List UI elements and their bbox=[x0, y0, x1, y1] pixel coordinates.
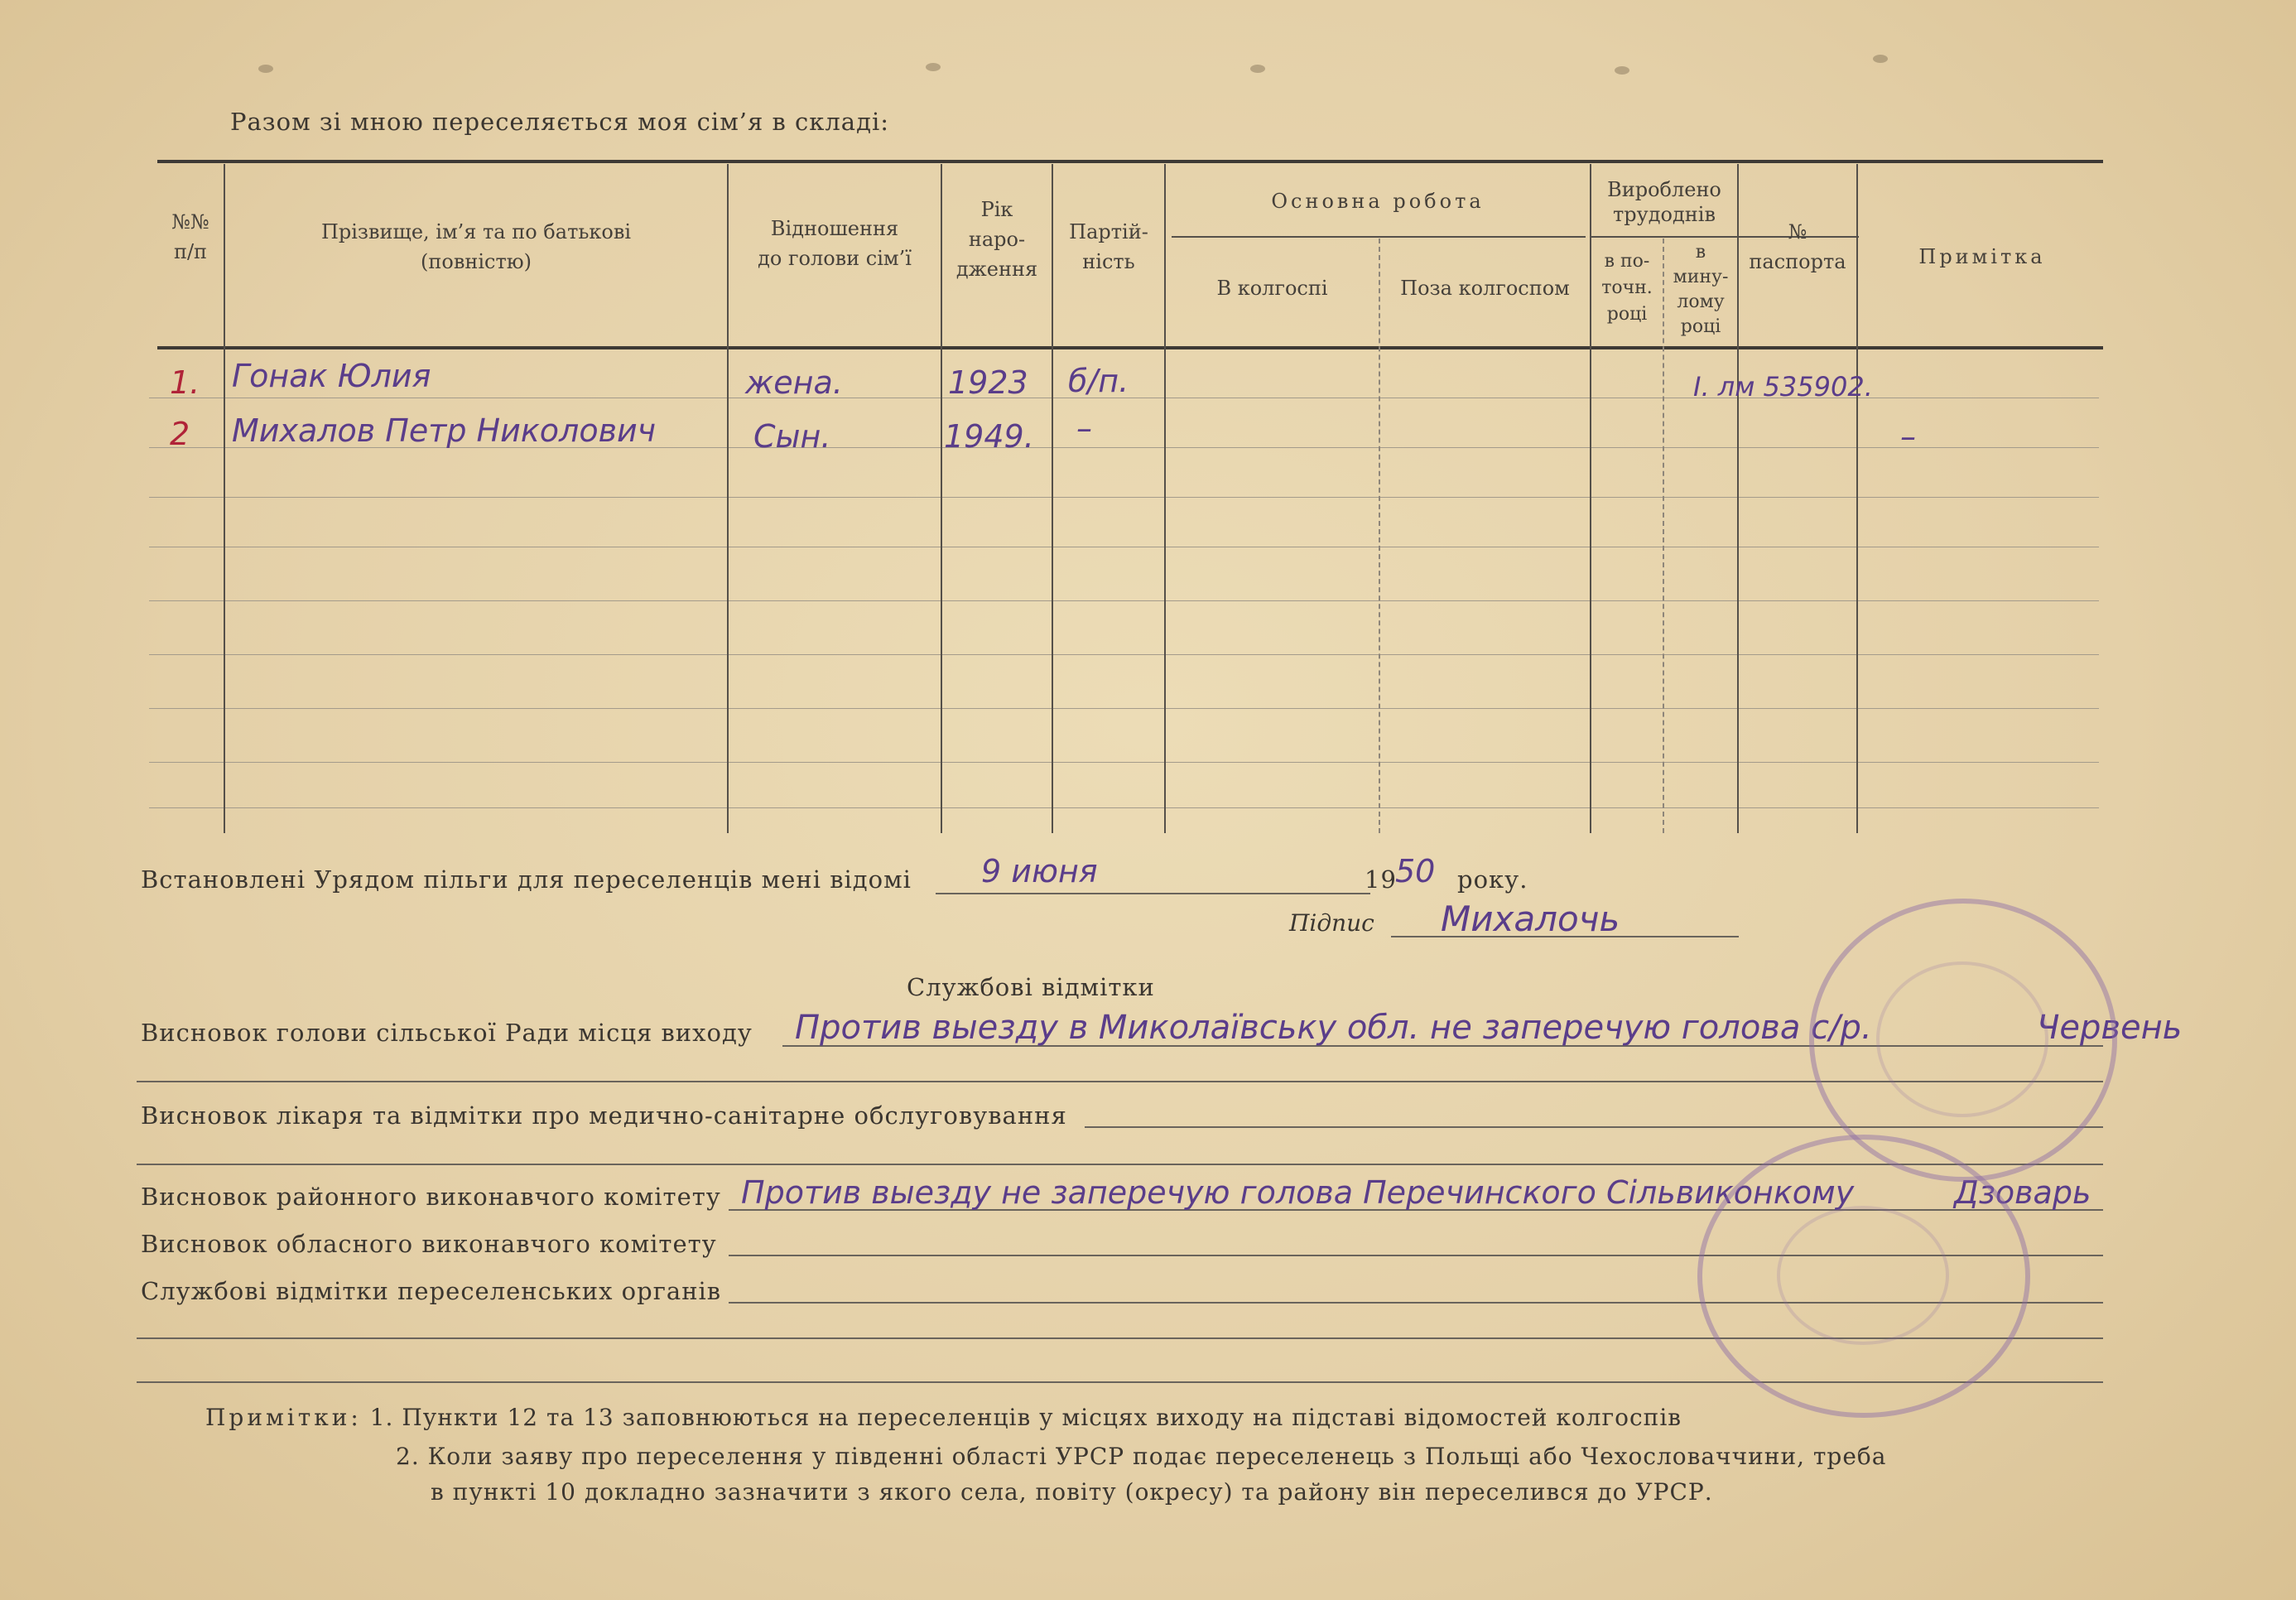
official-stamp-seal bbox=[1697, 1135, 2030, 1418]
header-party: Партій- ність bbox=[1069, 220, 1148, 273]
row2-relation: Сын. bbox=[753, 418, 831, 455]
oblast-committee-label: Висновок обласного виконавчого комітету bbox=[141, 1230, 717, 1258]
header-birth-year: Рік наро- дження bbox=[955, 198, 1038, 281]
header-trud-previous: в мину- лому році bbox=[1673, 242, 1729, 337]
header-num: №№ п/п bbox=[171, 210, 209, 263]
notes-prefix: Примітки: bbox=[205, 1404, 362, 1431]
row2-birth: 1949. bbox=[944, 418, 1034, 455]
village-council-value: Против выезду в Миколаївську обл. не заперечую голова с/р. bbox=[795, 1009, 1872, 1047]
row2-name: Михалов Петр Николович bbox=[232, 412, 657, 449]
header-passport: № паспорта bbox=[1749, 220, 1846, 273]
village-council-label: Висновок голови сільської Ради місця виходу bbox=[141, 1019, 753, 1047]
header-relation: Відношення до голови сім’ї bbox=[758, 217, 912, 270]
row2-num: 2 bbox=[170, 416, 190, 452]
row1-relation: жена. bbox=[745, 364, 843, 401]
row1-name: Гонак Юлия bbox=[232, 358, 431, 394]
village-council-signature: Червень bbox=[2037, 1009, 2183, 1047]
header-work-in-kolkhoz: В колгоспі bbox=[1216, 277, 1328, 300]
benefits-year: 50 bbox=[1395, 853, 1436, 889]
benefits-date: 9 июня bbox=[981, 853, 1098, 889]
note-1: 1. Пункти 12 та 13 заповнюються на переселенців у місцях виходу на підставі відомостей колгоспів bbox=[369, 1404, 1682, 1431]
row2-party: – bbox=[1076, 410, 1092, 446]
header-trudodni: Вироблено трудоднів bbox=[1607, 178, 1721, 226]
row1-birth: 1923 bbox=[948, 364, 1028, 401]
doctor-label: Висновок лікаря та відмітки про медично-санітарне обслуговування bbox=[141, 1101, 1067, 1130]
row1-party: б/п. bbox=[1068, 363, 1129, 399]
district-committee-label: Висновок районного виконавчого комітету bbox=[141, 1183, 721, 1211]
benefits-label: Встановлені Урядом пільги для переселенців мені відомі bbox=[141, 865, 912, 894]
row1-num: 1. bbox=[170, 364, 200, 401]
notes-line-1 bbox=[205, 1404, 1682, 1431]
district-committee-signature: Дзоварь bbox=[1954, 1174, 2091, 1211]
benefits-year-prefix: 19 bbox=[1365, 865, 1397, 894]
header-trud-current: в по- точн. році bbox=[1601, 251, 1653, 325]
intro-text: Разом зі мною переселяється моя сім’я в складі: bbox=[230, 108, 890, 136]
signature-value: Михалочь bbox=[1441, 899, 1620, 939]
row1-passport: I. лм 535902. bbox=[1693, 371, 1873, 402]
district-committee-value: Против выезду не заперечую голова Перечинского Сільвиконкому bbox=[741, 1174, 1855, 1211]
service-marks-title: Службові відмітки bbox=[907, 973, 1155, 1001]
resettlement-organs-label: Службові відмітки переселенських органів bbox=[141, 1277, 722, 1305]
header-note: Примітка bbox=[1918, 245, 2046, 268]
header-work-outside: Поза колгоспом bbox=[1400, 277, 1570, 300]
header-main-work: Основна робота bbox=[1271, 190, 1485, 213]
note-2b: в пункті 10 докладно зазначити з якого села, повіту (окресу) та району він переселився до УРСР. bbox=[431, 1478, 1713, 1506]
header-name: Прізвище, ім’я та по батькові (повністю) bbox=[320, 220, 632, 273]
note-2a: 2. Коли заяву про переселення у південні області УРСР подає переселенець з Польщі або Чехословаччини, треба bbox=[396, 1443, 1887, 1470]
benefits-year-word: року. bbox=[1457, 865, 1528, 894]
row2-note: – bbox=[1900, 418, 1916, 455]
signature-label: Підпис bbox=[1289, 909, 1374, 937]
